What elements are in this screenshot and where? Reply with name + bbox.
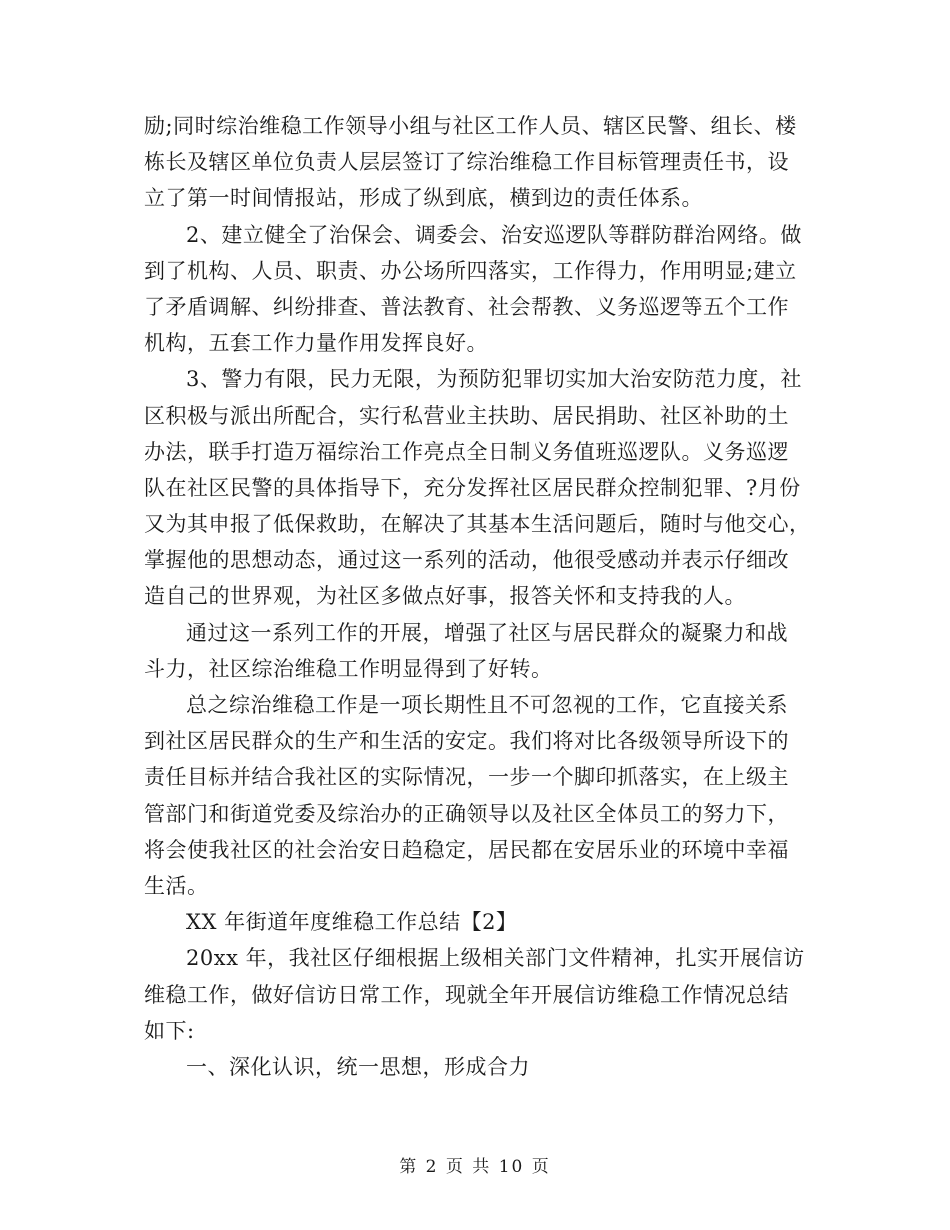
text-line: 维稳工作，做好信访日常工作，现就全年开展信访维稳工作情况总结 [144, 982, 789, 1007]
text-line: 了矛盾调解、纠纷排查、普法教育、社会帮教、义务巡逻等五个工作 [144, 294, 789, 319]
text-line: 管部门和街道党委及综治办的正确领导以及社区全体员工的努力下， [144, 801, 789, 826]
text-line: 3、警力有限，民力无限，为预防犯罪切实加大治安防范力度，社 [186, 367, 802, 392]
text-line: 办法，联手打造万福综治工作亮点全日制义务值班巡逻队。义务巡逻 [144, 439, 789, 464]
text-line: 将会使我社区的社会治安日趋稳定，居民都在安居乐业的环境中幸福 [144, 837, 789, 862]
section-heading: XX 年街道年度维稳工作总结【2】 [186, 910, 518, 935]
text-line: 2、建立健全了治保会、调委会、治安巡逻队等群防群治网络。做 [186, 222, 802, 247]
text-line: 励;同时综治维稳工作领导小组与社区工作人员、辖区民警、组长、楼 [144, 114, 797, 138]
text-line: 到社区居民群众的生产和生活的安定。我们将对比各级领导所设下的 [144, 729, 789, 754]
text-line: 队在社区民警的具体指导下，充分发挥社区居民群众控制犯罪、?月份 [144, 475, 801, 500]
text-line: 总之综治维稳工作是一项长期性且不可忽视的工作，它直接关系 [186, 693, 788, 717]
text-line: 造自己的世界观，为社区多做点好事，报答关怀和支持我的人。 [144, 584, 746, 609]
text-line: 立了第一时间情报站，形成了纵到底，横到边的责任体系。 [144, 186, 703, 211]
text-line: 掌握他的思想动态，通过这一系列的活动，他很受感动并表示仔细改 [144, 548, 789, 573]
text-line: 区积极与派出所配合，实行私营业主扶助、居民捐助、社区补助的土 [144, 403, 789, 428]
text-line: 20xx 年，我社区仔细根据上级相关部门文件精神，扎实开展信访 [186, 946, 805, 971]
text-line: 栋长及辖区单位负责人层层签订了综治维稳工作目标管理责任书，设 [144, 150, 789, 175]
text-line: 到了机构、人员、职责、办公场所四落实，工作得力，作用明显;建立 [144, 258, 797, 283]
text-line: 机构，五套工作力量作用发挥良好。 [144, 331, 488, 356]
text-line: 责任目标并结合我社区的实际情况，一步一个脚印抓落实，在上级主 [144, 765, 789, 790]
text-line: 又为其申报了低保救助，在解决了其基本生活问题后，随时与他交心， [144, 512, 811, 537]
subsection-heading: 一、深化认识，统一思想，形成合力 [186, 1054, 530, 1079]
document-body [144, 108, 810, 1085]
page-number: 第 2 页 共 10 页 [399, 1157, 551, 1177]
text-line: 斗力，社区综治维稳工作明显得到了好转。 [144, 656, 553, 681]
text-line: 如下: [144, 1018, 195, 1043]
text-line: 生活。 [144, 873, 209, 898]
text-line: 通过这一系列工作的开展，增强了社区与居民群众的凝聚力和战 [186, 620, 788, 645]
